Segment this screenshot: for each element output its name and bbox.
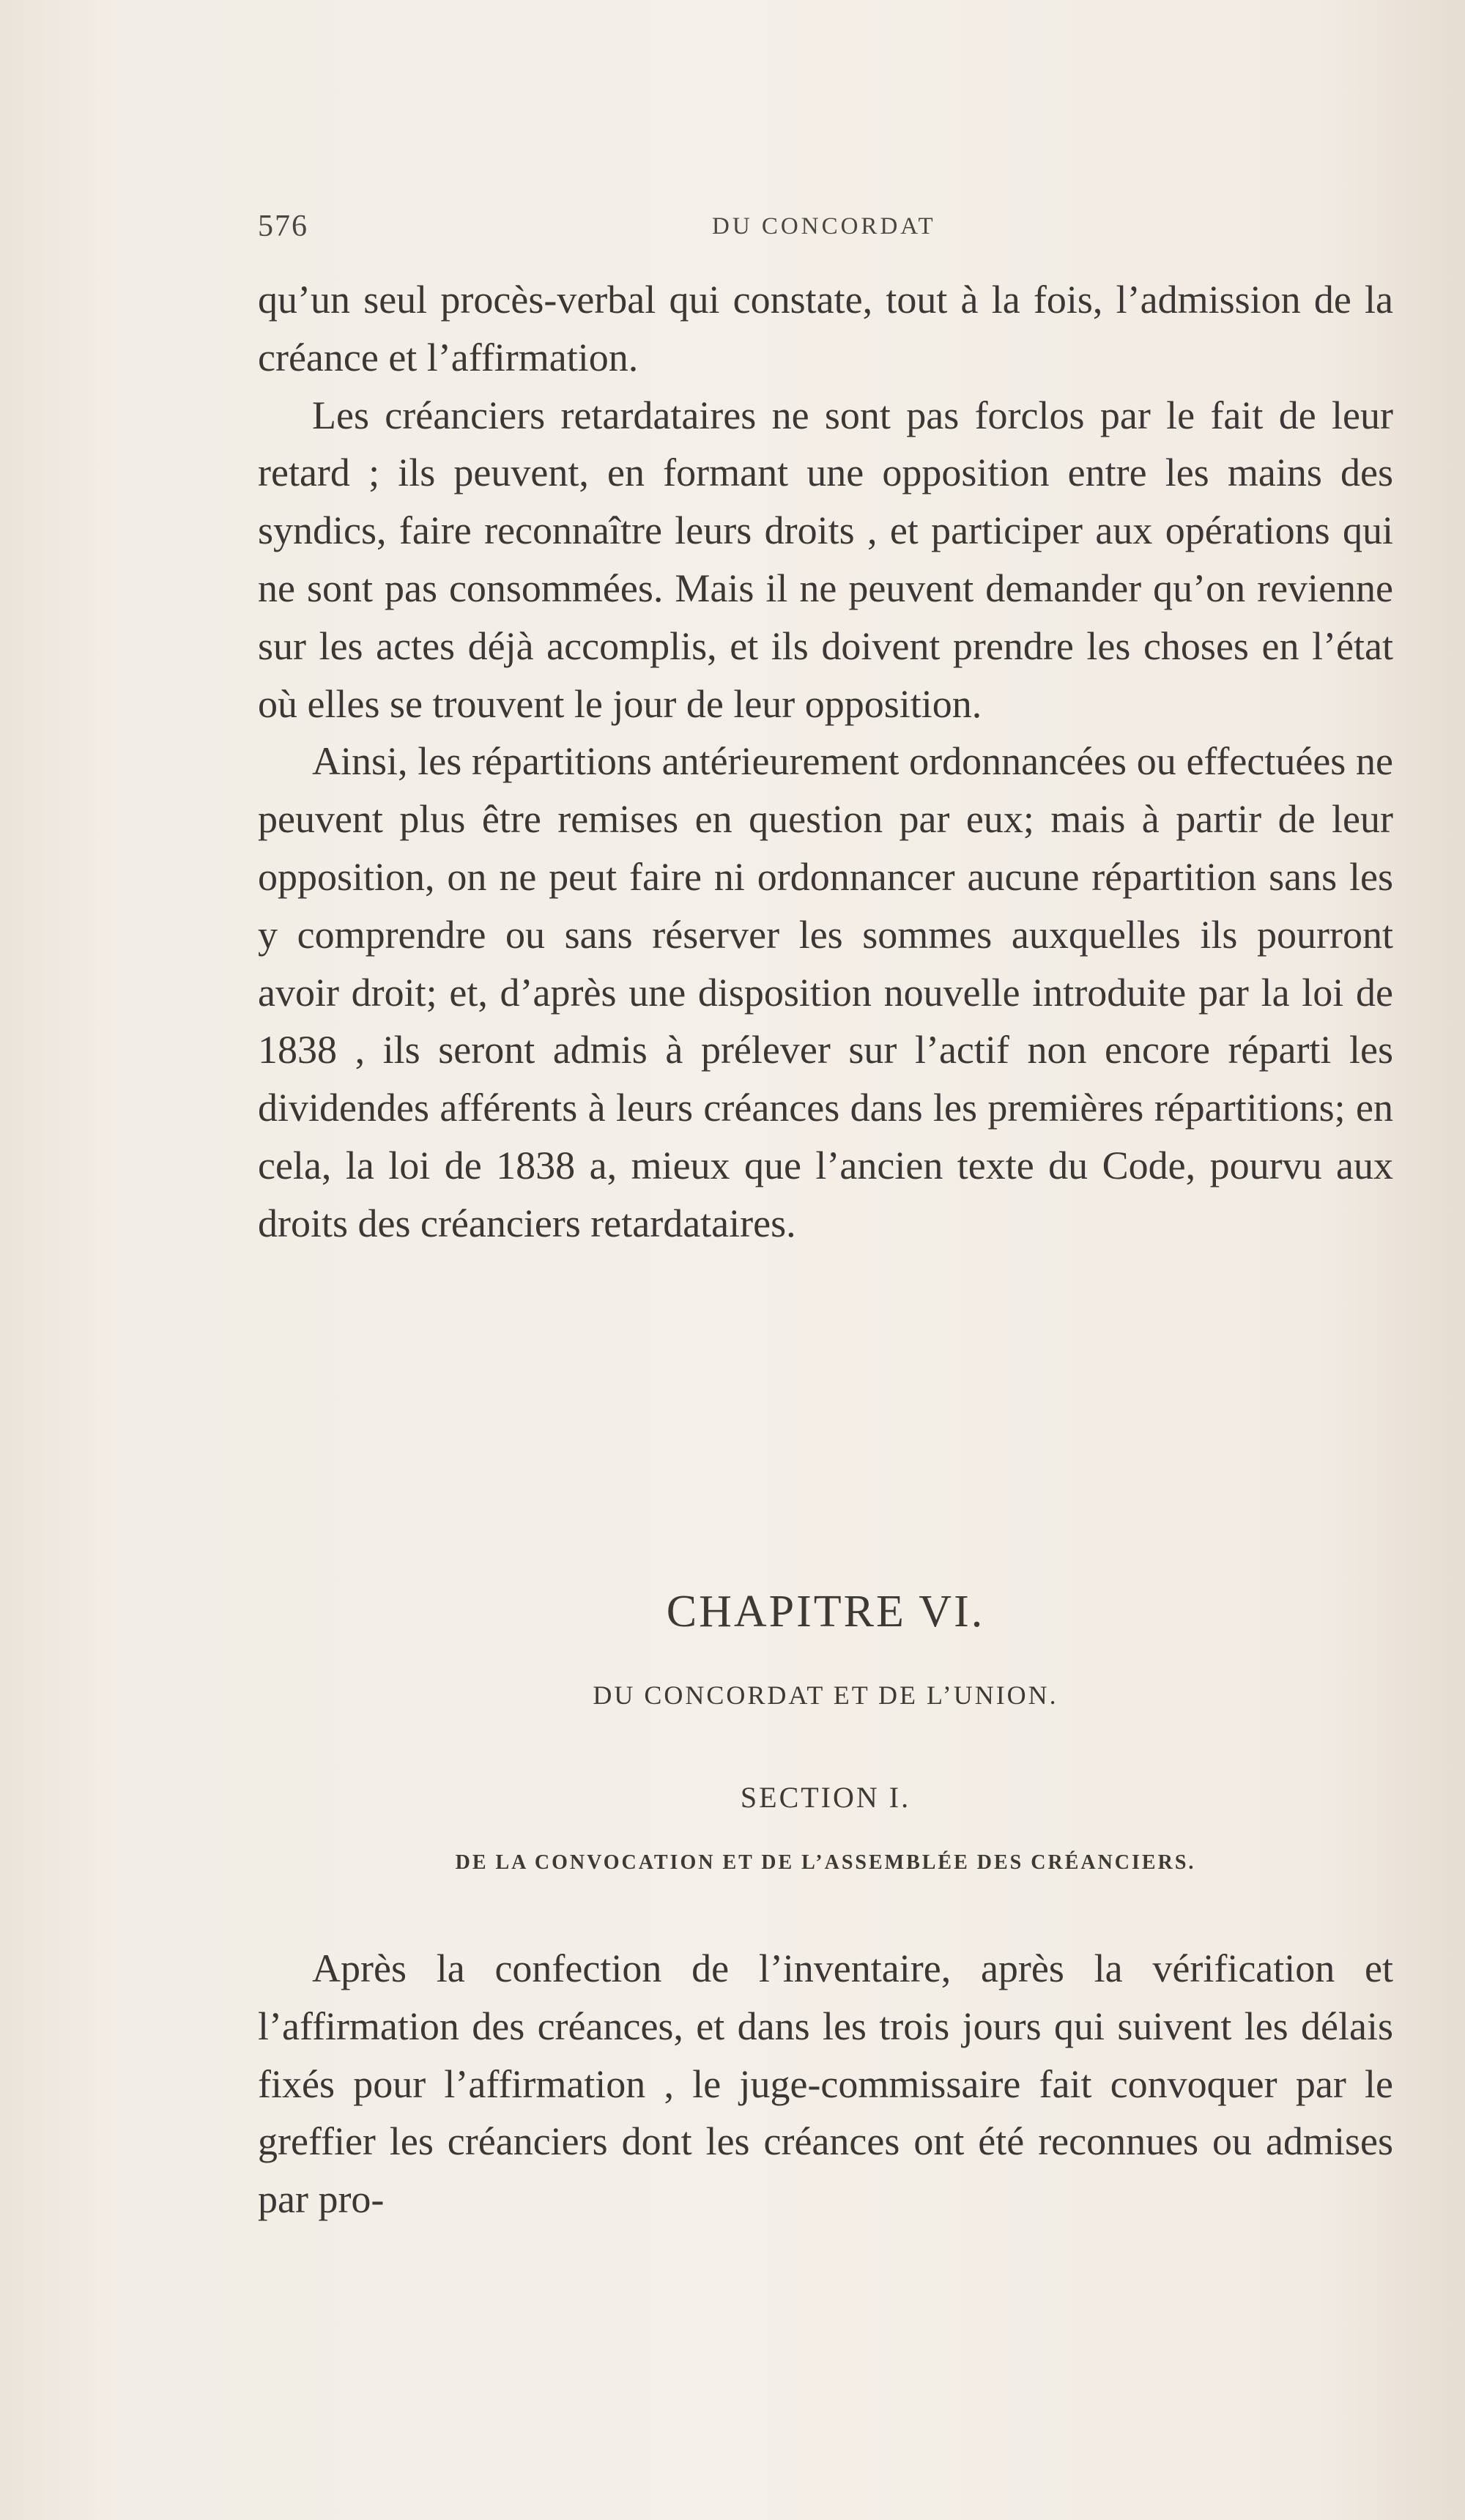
section-body-text bbox=[258, 1940, 1393, 2228]
paragraph-repartitions: Ainsi, les répartitions antérieurement ordonnancées ou effectuées ne peuvent plus être remises en question par eux; mais à partir de leur opposition, on ne peut faire ni ordonnancer aucune répartition sans les y comprendre ou sans réserver les sommes auxquelles ils pourront avoir droit; et, d’après une disposition nouvelle introduite par la loi de 1838 , ils seront admis à prélever sur l’actif non encore réparti les dividendes afférents à leurs créances dans les premières répartitions; en cela, la loi de 1838 a, mieux que l’ancien texte du Code, pourvu aux droits des créanciers retardataires. bbox=[258, 739, 1393, 1245]
section-title: SECTION I. bbox=[740, 1781, 911, 1814]
body-text bbox=[258, 271, 1393, 1253]
running-title: DU CONCORDAT bbox=[712, 213, 936, 240]
paragraph-retardataires: Les créanciers retardataires ne sont pas forclos par le fait de leur retard ; ils peuvent, en formant une opposition entre les mains des syndics, faire reconnaître leurs droits , et participer aux opérations qui ne sont pas consommées. Mais il ne peuvent demander qu’on revienne sur les actes déjà accomplis, et ils doivent prendre les choses en l’état où elles se trouvent le jour de leur opposition. bbox=[258, 393, 1393, 726]
paragraph-continuation: qu’un seul procès-verbal qui constate, tout à la fois, l’admission de la créance et l’affirmation. bbox=[258, 278, 1393, 379]
chapter-subtitle: DU CONCORDAT ET DE L’UNION. bbox=[593, 1680, 1058, 1710]
chapter-heading bbox=[258, 1582, 1393, 1881]
page-header bbox=[258, 209, 1393, 253]
page-number: 576 bbox=[258, 210, 308, 243]
chapter-title: CHAPITRE VI. bbox=[666, 1587, 985, 1637]
section-subtitle: DE LA CONVOCATION ET DE L’ASSEMBLÉE DES CRÉANCIERS. bbox=[455, 1851, 1196, 1874]
paragraph-convocation: Après la confection de l’inventaire, après la vérification et l’affirmation des créances, et dans les trois jours qui suivent les délais fixés pour l’affirmation , le juge-commissaire fait convoquer par le greffier les créanciers dont les créances ont été reconnues ou admises par pro- bbox=[258, 1946, 1393, 2222]
